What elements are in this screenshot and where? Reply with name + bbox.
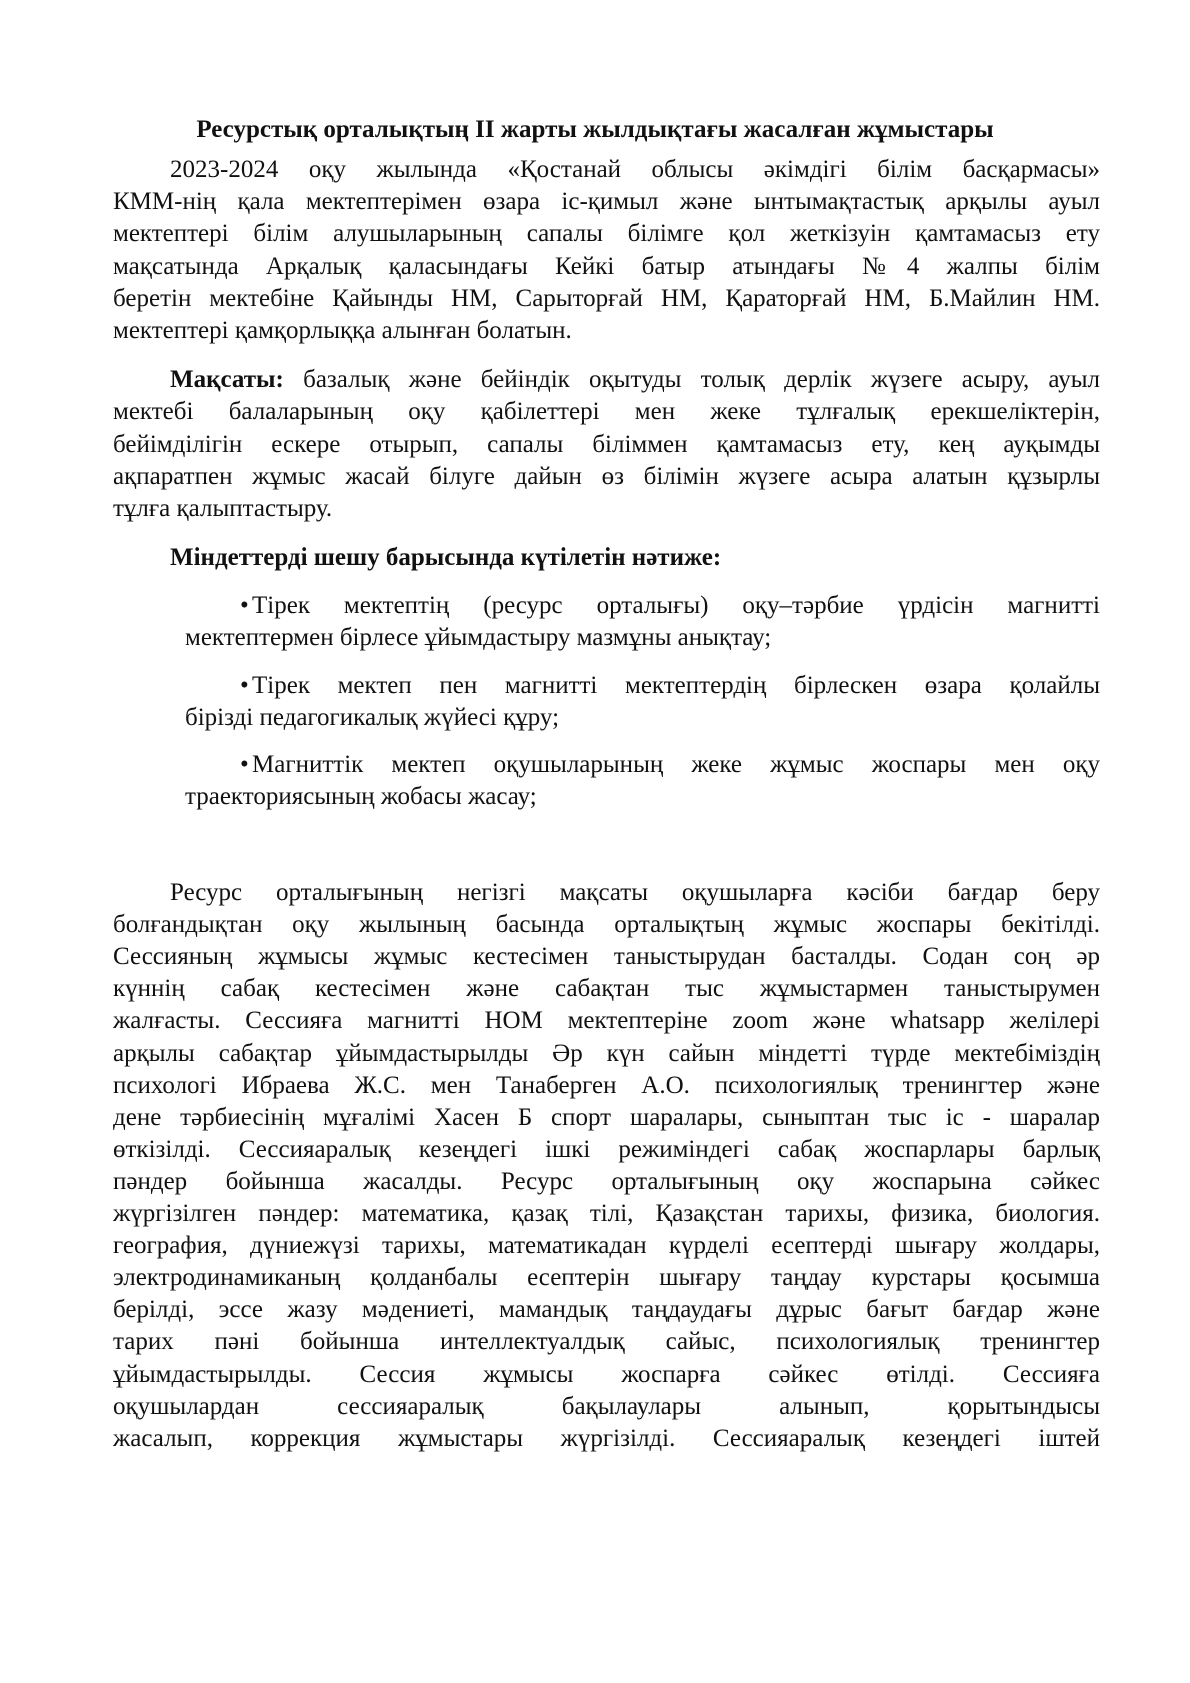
main-line: дене тәрбиесінің мұғалімі Хасен Б спорт шаралары, сыныптан тыс іс - шаралар [113,1104,1100,1131]
main-line: оқушылардан сессияаралық бақылаулары алынып, қорытындысы [113,1393,1100,1420]
main-line: арқылы сабақтар ұйымдастырылды Әр күн сайын міндетті түрде мектебіміздің [113,1040,1100,1067]
main-line: Сессияның жұмысы жұмыс кестесімен таныстырудан басталды. Содан соң әр [113,943,1100,970]
main-line: жалғасты. Сессияға магнитті НОМ мектептеріне zoom және whatsapp желілері [113,1007,1100,1034]
main-line: ұйымдастырылды. Сессия жұмысы жоспарға сәйкес өтілді. Сессияға [113,1361,1100,1388]
bullet-text: Тірек мектеп пен магнитті мектептердің бірлескен өзара қолайлы [252,672,1100,699]
main-line: пәндер бойынша жасалды. Ресурс орталығының оқу жоспарына сәйкес [113,1168,1100,1195]
bullet-icon: • [240,592,249,619]
bullet-continuation: бірізді педагогикалық жүйесі құру; [185,704,560,731]
goal-line: тұлға қалыптастыру. [113,495,333,522]
bullet-icon: • [240,751,249,778]
main-line: электродинамиканың қолданбалы есептерін шығару таңдау курстары қосымша [113,1264,1100,1291]
goal-line [170,365,1100,395]
intro-line: 2023-2024 оқу жылында «Қостанай облысы әкімдігі білім басқармасы» [170,156,1100,183]
goal-line: мектебі балаларының оқу қабілеттері мен жеке тұлғалық ерекшеліктерін, [113,398,1100,425]
main-line: тарих пәні бойынша интеллектуалдық сайыс, психологиялық тренингтер [113,1328,1100,1355]
goal-label: Мақсаты: [170,366,284,393]
main-line: Ресурс орталығының негізгі мақсаты оқушыларға кәсіби бағдар беру [170,879,1100,906]
intro-line: мектептері қамқорлыққа алынған болатын. [113,317,572,344]
goal-text: базалық және бейіндік оқытуды толық дерлік жүзеге асыру, ауыл [303,366,1101,393]
main-line: география, дүниежүзі тарихы, математикадан күрделі есептерді шығару жолдары, [113,1232,1100,1259]
bullet-continuation: мектептермен бірлесе ұйымдастыру мазмұны анықтау; [185,624,772,651]
bullet-item [240,591,1100,621]
bullet-text: Тірек мектептің (ресурс орталығы) оқу–тәрбие үрдісін магнитті [252,592,1100,619]
intro-line: беретін мектебіне Қайынды НМ, Сарыторғай НМ, Қараторғай НМ, Б.Майлин НМ. [113,285,1100,312]
main-line: берілді, эссе жазу мәдениеті, мамандық таңдаудағы дұрыс бағыт бағдар және [113,1296,1100,1323]
document-title: Ресурстық орталықтың ІІ жарты жылдықтағы жасалған жұмыстары [196,116,994,143]
main-line: өткізілді. Сессияаралық кезеңдегі ішкі режиміндегі сабақ жоспарлары барлық [113,1136,1100,1163]
main-line: күннің сабақ кестесімен және сабақтан тыс жұмыстармен таныстырумен [113,975,1100,1002]
intro-line: мақсатында Арқалық қаласындағы Кейкі батыр атындағы №4 жалпы білім [113,253,1100,280]
intro-line: КММ-нің қала мектептерімен өзара іс-қимыл және ынтымақтастық арқылы ауыл [113,188,1100,215]
goal-line: бейімділігін ескере отырып, сапалы біліммен қамтамасыз ету, кең ауқымды [113,431,1100,458]
bullet-text: Магниттік мектеп оқушыларының жеке жұмыс жоспары мен оқу [252,751,1100,778]
main-line: жасалып, коррекция жұмыстары жүргізілді. Сессияаралық кезеңдегі іштей [113,1425,1100,1452]
goal-line: ақпаратпен жұмыс жасай білуге дайын өз білімін жүзеге асыра алатын құзырлы [113,463,1100,490]
bullet-icon: • [240,672,249,699]
bullet-item [240,671,1100,701]
bullet-item [240,750,1100,780]
main-line: болғандықтан оқу жылының басында орталықтың жұмыс жоспары бекітілді. [113,911,1100,938]
results-heading: Міндеттерді шешу барысында күтілетін нәтиже: [170,544,722,571]
main-line: жүргізілген пәндер: математика, қазақ тілі, Қазақстан тарихы, физика, биология. [113,1200,1100,1227]
bullet-continuation: траекториясының жобасы жасау; [185,783,537,810]
intro-line: мектептері білім алушыларының сапалы білімге қол жеткізуін қамтамасыз ету [113,220,1100,247]
main-line: психологі Ибраева Ж.С. мен Танаберген А.О. психологиялық тренингтер және [113,1072,1100,1099]
